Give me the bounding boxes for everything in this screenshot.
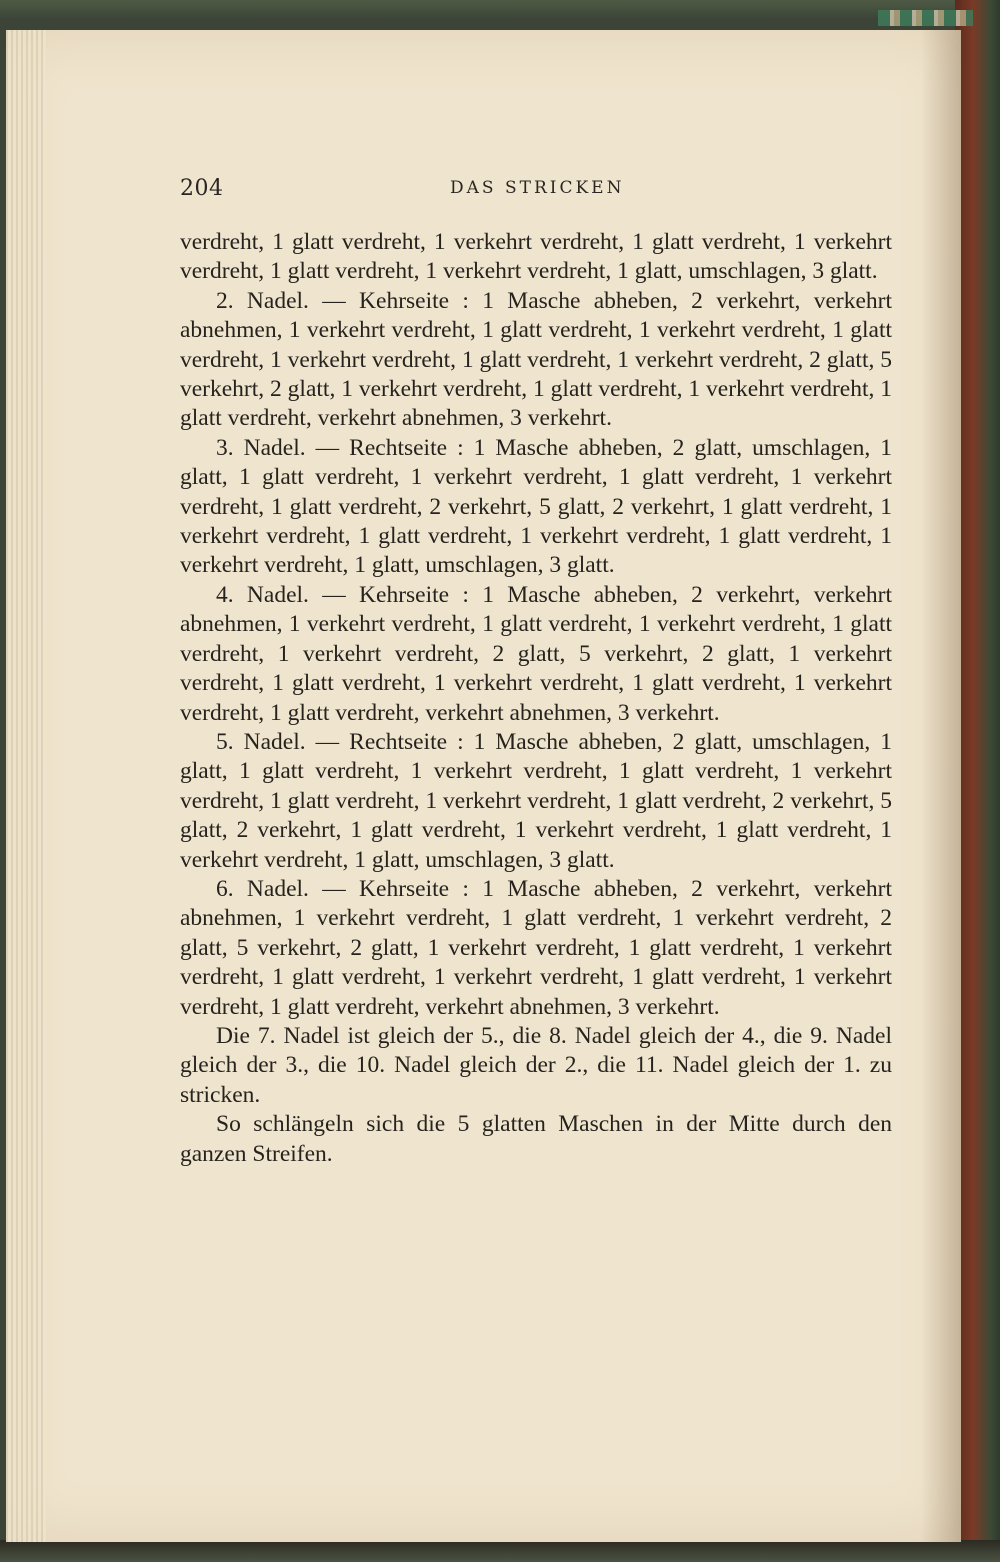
paragraph-row-6: 6. Nadel. — Kehrseite : 1 Masche abheben, 2 verkehrt, verkehrt abnehmen, 1 verkehrt verdreht, 1 glatt verdreht, 1 verkehrt verdreht, 2 glatt, 5 verkehrt, 2 glatt, 1 verkehrt verdreht, 1 glatt verdreht, 1 verkehrt verdreht, 1 glatt verdreht, 1 verkehrt verdreht, 1 glatt verdreht, 1 verkehrt verdreht, 1 glatt verdreht, verkehrt abnehmen, 3 verkehrt.	[180, 875, 892, 1020]
body-text	[180, 228, 892, 1169]
page-number: 204	[180, 176, 224, 201]
bookmark-ribbon	[878, 10, 973, 26]
paragraph-row-2: 2. Nadel. — Kehrseite : 1 Masche abheben, 2 verkehrt, verkehrt abnehmen, 1 verkehrt verdreht, 1 glatt verdreht, 1 verkehrt verdreht, 1 glatt verdreht, 1 verkehrt verdreht, 1 glatt verdreht, 1 verkehrt verdreht, 2 glatt, 5 verkehrt, 2 glatt, 1 verkehrt verdreht, 1 glatt verdreht, 1 verkehrt verdreht, 1 glatt verdreht, verkehrt abnehmen, 3 verkehrt.	[180, 287, 892, 432]
page-edge-stack	[6, 30, 46, 1542]
running-head	[180, 176, 890, 210]
paragraph-row-5: 5. Nadel. — Rechtseite : 1 Masche abheben, 2 glatt, umschlagen, 1 glatt, 1 glatt verdreht, 1 verkehrt verdreht, 1 glatt verdreht, 1 verkehrt verdreht, 1 glatt verdreht, 1 verkehrt verdreht, 1 glatt verdreht, 2 verkehrt, 5 glatt, 2 verkehrt, 1 glatt verdreht, 1 verkehrt verdreht, 1 glatt verdreht, 1 verkehrt verdreht, 1 glatt, umschlagen, 3 glatt.	[180, 728, 892, 873]
gutter-shadow	[921, 30, 961, 1542]
paragraph-continuation: verdreht, 1 glatt verdreht, 1 verkehrt verdreht, 1 glatt verdreht, 1 verkehrt verdreht, 1 glatt verdreht, 1 verkehrt verdreht, 1 glatt, umschlagen, 3 glatt.	[180, 229, 892, 285]
paragraph-summary: So schlängeln sich die 5 glatten Maschen in der Mitte durch den ganzen Streifen.	[180, 1111, 892, 1167]
paragraph-row-3: 3. Nadel. — Rechtseite : 1 Masche abheben, 2 glatt, umschlagen, 1 glatt, 1 glatt verdreht, 1 verkehrt verdreht, 1 glatt verdreht, 1 verkehrt verdreht, 1 glatt verdreht, 2 verkehrt, 5 glatt, 2 verkehrt, 1 glatt verdreht, 1 verkehrt verdreht, 1 glatt verdreht, 1 verkehrt verdreht, 1 glatt verdreht, 1 verkehrt verdreht, 1 glatt, umschlagen, 3 glatt.	[180, 434, 892, 579]
book-spine-edge	[955, 0, 1000, 1562]
chapter-title: DAS STRICKEN	[450, 178, 625, 198]
book-board-top	[0, 0, 1000, 18]
paragraph-repeat-rows: Die 7. Nadel ist gleich der 5., die 8. Nadel gleich der 4., die 9. Nadel gleich der 3., die 10. Nadel gleich der 2., die 11. Nadel gleich der 1. zu stricken.	[180, 1022, 892, 1108]
book-board-bottom	[0, 1540, 1000, 1562]
paragraph-row-4: 4. Nadel. — Kehrseite : 1 Masche abheben, 2 verkehrt, verkehrt abnehmen, 1 verkehrt verdreht, 1 glatt verdreht, 1 verkehrt verdreht, 1 glatt verdreht, 1 verkehrt verdreht, 2 glatt, 5 verkehrt, 2 glatt, 1 verkehrt verdreht, 1 glatt verdreht, 1 verkehrt verdreht, 1 glatt verdreht, 1 verkehrt verdreht, 1 glatt verdreht, verkehrt abnehmen, 3 verkehrt.	[180, 581, 892, 726]
